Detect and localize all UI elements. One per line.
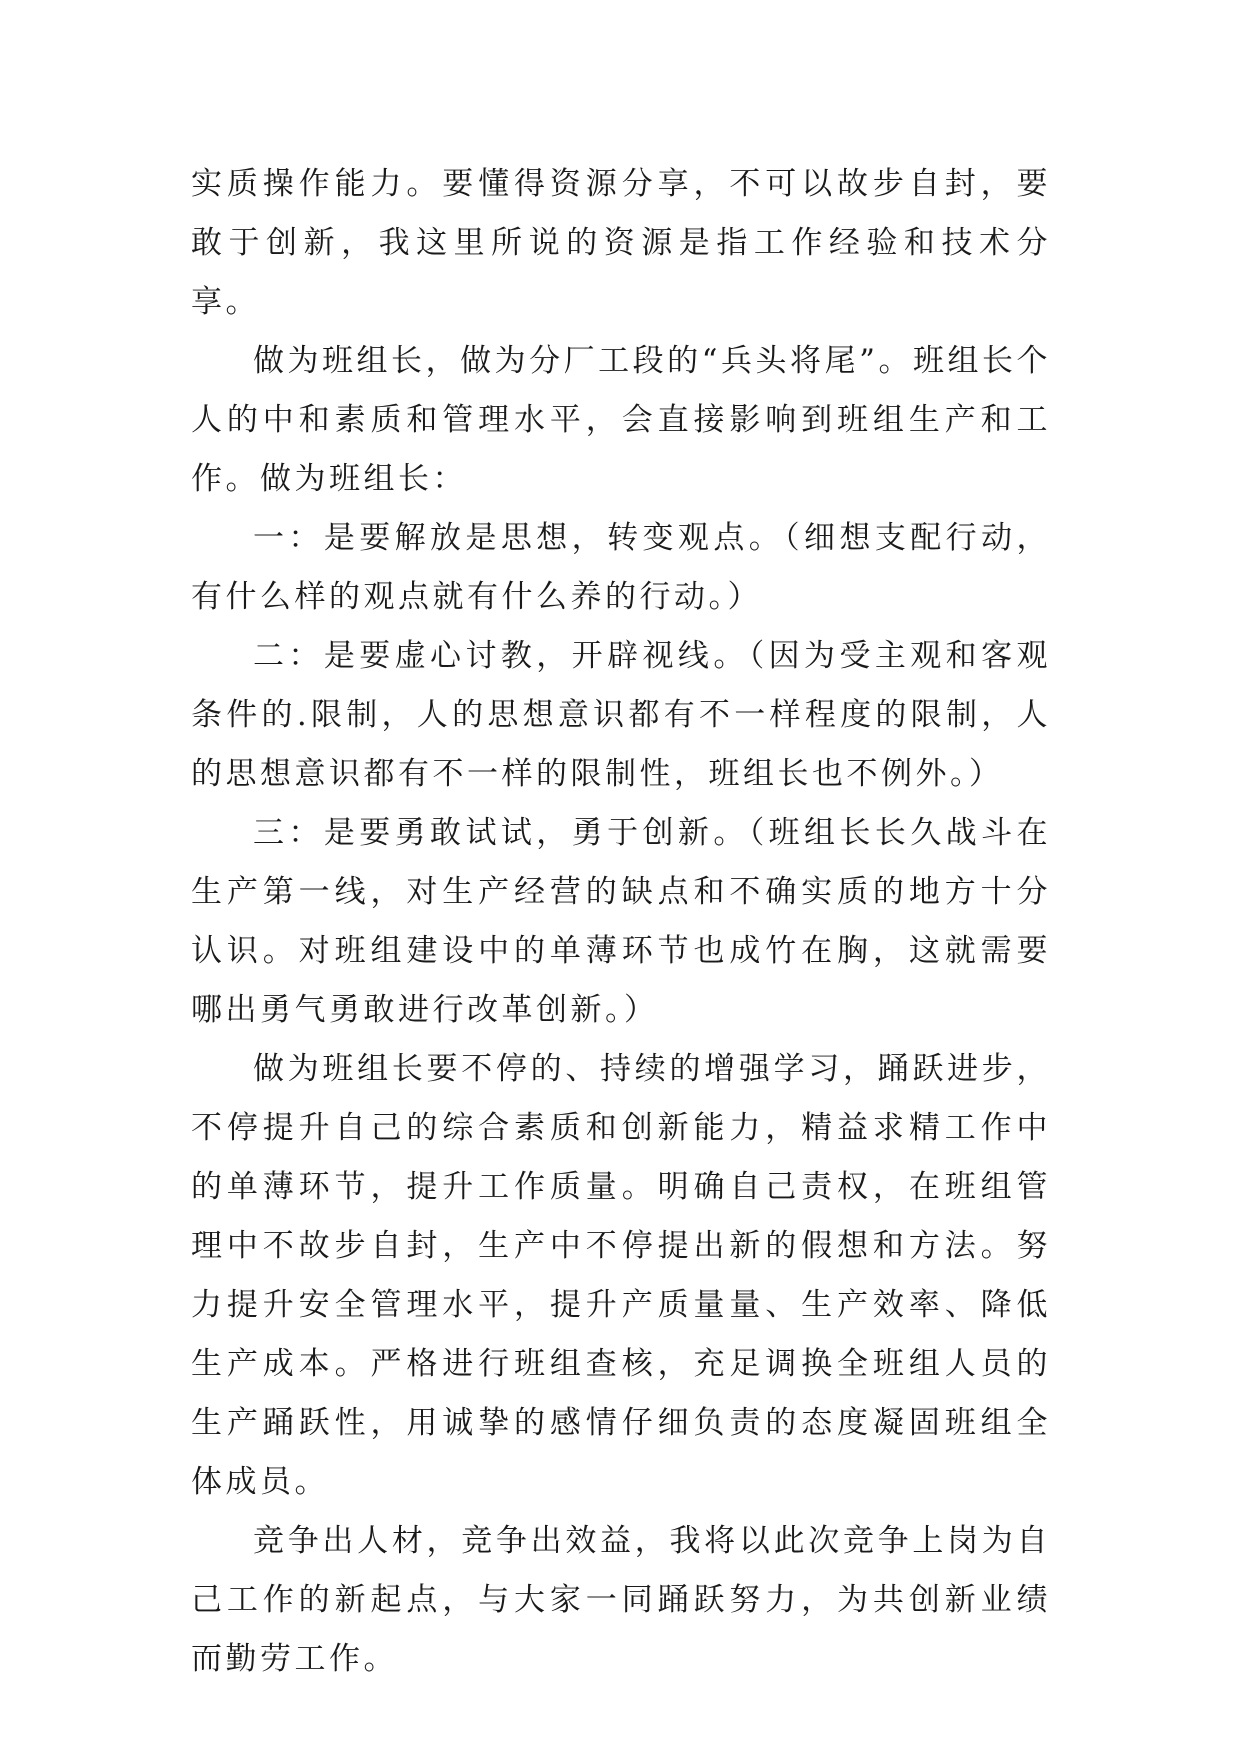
paragraph-6: 做为班组长要不停的、持续的增强学习，踊跃进步，不停提升自己的综合素质和创新能力，精益求精工作中的单薄环节，提升工作质量。明确自己责权，在班组管理中不故步自封，生产中不停提出新的假想和方法。努力提升安全管理水平，提升产质量量、生产效率、降低生产成本。严格进行班组查核，充足调换全班组人员的生产踊跃性，用诚挚的感情仔细负责的态度凝固班组全体成员。 — [191, 1051, 1051, 1500]
paragraph-7: 竞争出人材，竞争出效益，我将以此次竞争上岗为自己工作的新起点，与大家一同踊跃努力，为共创新业绩而勤劳工作。 — [191, 1523, 1051, 1677]
paragraph-3: 一：是要解放是思想，转变观点。（细想支配行动，有什么样的观点就有什么养的行动。） — [191, 520, 1051, 615]
paragraph-4: 二：是要虚心讨教，开辟视线。（因为受主观和客观条件的.限制，人的思想意识都有不一样程度的限制，人的思想意识都有不一样的限制性，班组长也不例外。） — [191, 638, 1051, 792]
paragraph-1: 实质操作能力。要懂得资源分享，不可以故步自封，要敢于创新，我这里所说的资源是指工作经验和技术分享。 — [191, 166, 1051, 320]
paragraph-5: 三：是要勇敢试试，勇于创新。（班组长长久战斗在生产第一线，对生产经营的缺点和不确实质的地方十分认识。对班组建设中的单薄环节也成竹在胸，这就需要哪出勇气勇敢进行改革创新。） — [191, 815, 1051, 1028]
document-body — [191, 155, 1051, 1689]
paragraph-2: 做为班组长，做为分厂工段的“兵头将尾”。班组长个人的中和素质和管理水平，会直接影响到班组生产和工作。做为班组长： — [191, 343, 1051, 497]
